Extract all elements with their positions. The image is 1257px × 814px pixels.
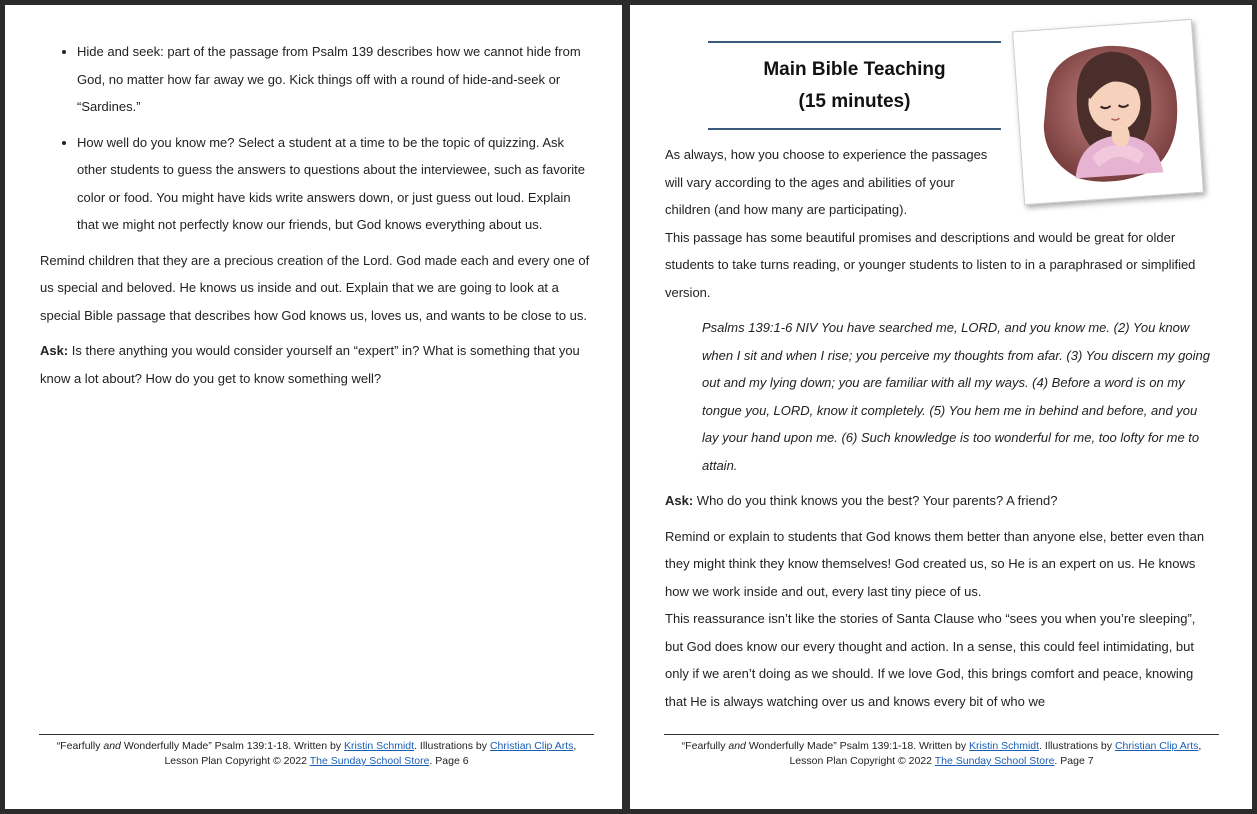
author-link[interactable]: Kristin Schmidt bbox=[344, 740, 415, 752]
illustrator-link[interactable]: Christian Clip Arts bbox=[1114, 740, 1199, 752]
footer-text: Wonderfully Made” Psalm 139:1-18. Written by bbox=[120, 740, 345, 752]
body-paragraph: Remind children that they are a precious creation of the Lord. God made each and every one of us special and beloved. He knows us inside and out. Explain that we are going to look at a special Bible passage that describes how God knows us, loves us, and wants to be close to us. bbox=[40, 252, 590, 323]
footer-text: , Lesson Plan Copyright © 2022 bbox=[789, 740, 1202, 767]
footer-text: “Fearfully bbox=[681, 740, 729, 752]
page-number: . Page 7 bbox=[1054, 755, 1094, 767]
right-content bbox=[665, 141, 1217, 715]
footer-text: and bbox=[728, 740, 746, 752]
store-link[interactable]: The Sunday School Store bbox=[934, 755, 1055, 767]
ask-label: Ask: bbox=[665, 493, 694, 508]
left-content bbox=[40, 38, 593, 400]
page-6 bbox=[5, 5, 622, 809]
scripture-passage: Psalms 139:1-6 NIV You have searched me, LORD, and you know me. (2) You know when I sit and when I rise; you perceive my thoughts from afar. (3) You discern my going out and my lying down; you are familiar with all my ways. (4) Before a word is on my tongue you, LORD, know it completely. (5) You hem me in behind and before, and you lay your hand upon me. (6) Such knowledge is too wonderful for me, too lofty for me to attain. bbox=[702, 320, 1210, 473]
ask-label: Ask: bbox=[40, 343, 69, 358]
ask-text: Is there anything you would consider yourself an “expert” in? What is something that you know a lot about? How do you get to know something well? bbox=[40, 343, 580, 386]
ask-paragraph bbox=[665, 487, 1217, 515]
footer-text: , Lesson Plan Copyright © 2022 bbox=[164, 740, 577, 767]
heading-title: Main Bible Teaching bbox=[763, 59, 946, 80]
body-paragraph: Remind or explain to students that God knows them better than anyone else, better even than they might think they know themselves! God created us, so He is an expert on us. He knows how we work inside and out, every last tiny piece of us. bbox=[665, 528, 1205, 599]
page-7 bbox=[630, 5, 1252, 809]
body-paragraph: This passage has some beautiful promises and descriptions and would be great for older students to take turns reading, or younger students to listen to in a paraphrased or simplified version. bbox=[665, 229, 1196, 300]
store-link[interactable]: The Sunday School Store bbox=[309, 755, 430, 767]
footer-text: . Illustrations by bbox=[414, 740, 490, 752]
author-link[interactable]: Kristin Schmidt bbox=[969, 740, 1040, 752]
footer-text: “Fearfully bbox=[56, 740, 104, 752]
heading-duration: (15 minutes) bbox=[798, 91, 911, 112]
section-heading bbox=[708, 41, 1001, 130]
footer-text: Wonderfully Made” Psalm 139:1-18. Written by bbox=[745, 740, 970, 752]
illustrator-link[interactable]: Christian Clip Arts bbox=[489, 740, 574, 752]
intro-paragraph: As always, how you choose to experience the passages will vary according to the ages and abilities of your children (and how many are participating). bbox=[665, 147, 988, 217]
ask-text: Who do you think knows you the best? Your parents? A friend? bbox=[693, 493, 1058, 508]
page-footer bbox=[39, 734, 594, 769]
page-footer bbox=[664, 734, 1219, 769]
list-item: • How well do you know me? Select a student at a time to be the topic of quizzing. Ask other students to guess the answers to questions about the interviewee, such as favorite color or food. You might have kids write answers down, or just guess out loud. Explain that we might not perfectly know our friends, but God knows everything about us. bbox=[77, 129, 593, 239]
page-number: . Page 6 bbox=[429, 755, 469, 767]
footer-text: . Illustrations by bbox=[1039, 740, 1115, 752]
footer-text: and bbox=[103, 740, 121, 752]
list-item: • Hide and seek: part of the passage from Psalm 139 describes how we cannot hide from God, no matter how far away we go. Kick things off with a round of hide-and-seek or “Sardines.” bbox=[77, 38, 593, 121]
activity-list bbox=[40, 38, 593, 239]
ask-paragraph bbox=[40, 337, 593, 392]
body-paragraph: This reassurance isn’t like the stories of Santa Clause who “sees you when you’re sleeping”, but God does know our every thought and action. In a sense, this could feel intimidating, but only if we aren’t doing as we should. If we love God, this brings comfort and peace, knowing that He is always watching over us and knows every bit of who we bbox=[665, 611, 1196, 709]
